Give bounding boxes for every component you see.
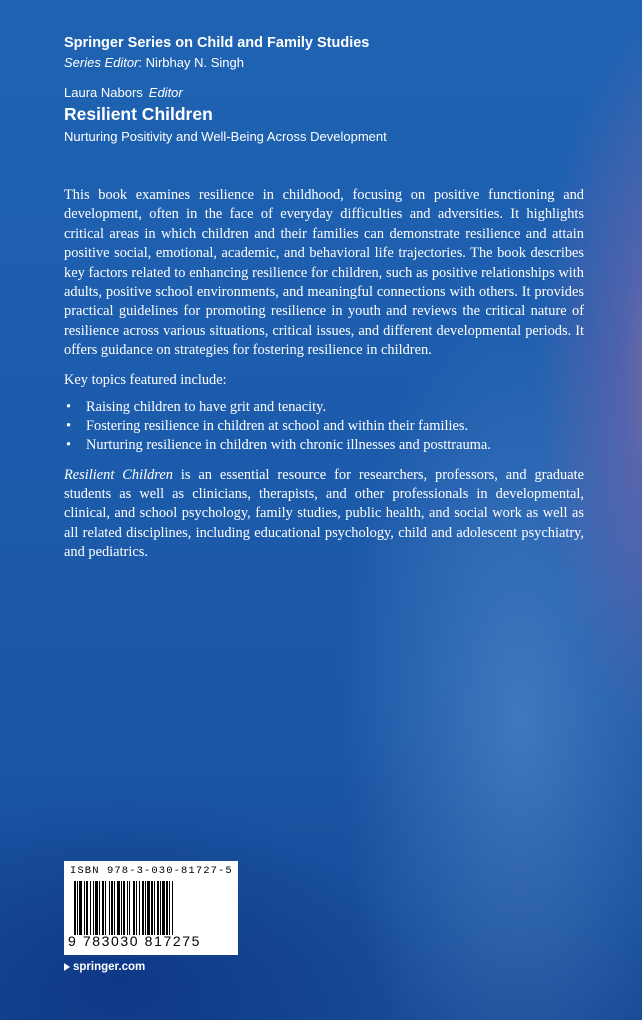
barcode-bar	[169, 881, 170, 935]
barcode-bar	[157, 881, 159, 935]
barcode-bar	[136, 881, 137, 935]
description-paragraph: This book examines resilience in childhood, focusing on positive functioning and development, often in the face of everyday difficulties and adversities. It highlights critical areas in which children and their families can demonstrate resilience and attain positive social, emotional, academic, and behavioral life trajectories. The book describes key factors related to enhancing resilience for children, such as positive relationships with adults, positive school environments, and meaningful connections with others. It provides practical guidelines for promoting resilience in youth and reviews the critical nature of resilience across various situations, critical issues, and different developmental periods. It offers guidance on strategies for fostering resilience in children.	[64, 187, 584, 359]
barcode-bar	[133, 881, 135, 935]
series-editor-name: Nirbhay N. Singh	[145, 55, 244, 70]
website-url: springer.com	[73, 961, 146, 973]
list-item	[64, 436, 584, 455]
barcode-bar	[172, 881, 173, 935]
barcode-bar	[93, 881, 94, 935]
bullet-icon: •	[66, 437, 72, 454]
barcode-bar	[166, 881, 168, 935]
series-editor-label: Series Editor	[64, 55, 139, 70]
barcode-bar	[121, 881, 122, 935]
barcode-bar	[154, 881, 155, 935]
barcode-bar	[74, 881, 76, 935]
barcode-bar	[84, 881, 85, 935]
barcode-bar	[109, 881, 110, 935]
book-description	[64, 186, 584, 563]
barcode-bar	[142, 881, 144, 935]
bullet-icon: •	[66, 399, 72, 416]
barcode-bar	[147, 881, 150, 935]
barcode-bar	[95, 881, 98, 935]
barcode-bar	[123, 881, 125, 935]
closing-paragraph	[64, 466, 584, 563]
barcode-bar	[127, 881, 128, 935]
book-editor	[64, 84, 387, 102]
barcode-bar	[79, 881, 82, 935]
barcode-bar	[139, 881, 140, 935]
barcode-bar	[77, 881, 78, 935]
bullet-icon: •	[66, 418, 72, 435]
book-editor-name: Laura Nabors	[64, 85, 143, 100]
barcode-bar	[105, 881, 106, 935]
series-editor-separator: :	[138, 55, 143, 70]
barcode-bar	[99, 881, 100, 935]
topic-text: Fostering resilience in children at school and within their families.	[86, 418, 469, 435]
barcode-bar	[162, 881, 165, 935]
barcode-bar	[151, 881, 153, 935]
barcode-bar	[90, 881, 91, 935]
key-topics-list	[64, 398, 584, 456]
barcode-digits: 9 783030 817275	[68, 933, 201, 949]
barcode-bar	[114, 881, 115, 935]
publisher-website	[64, 961, 145, 973]
barcode-bar	[117, 881, 120, 935]
topic-text: Nurturing resilience in children with chronic illnesses and posttrauma.	[86, 437, 491, 454]
key-topics-intro: Key topics featured include:	[64, 371, 227, 388]
arrow-right-icon	[64, 963, 70, 971]
series-editor	[64, 54, 387, 72]
book-subtitle: Nurturing Positivity and Well-Being Across Development	[64, 129, 387, 144]
barcode-bar	[160, 881, 161, 935]
series-title: Springer Series on Child and Family Studies	[64, 35, 370, 51]
barcode-bar	[111, 881, 113, 935]
list-item	[64, 417, 584, 436]
barcode-bar	[102, 881, 104, 935]
barcode-icon	[72, 881, 230, 935]
topic-text: Raising children to have grit and tenacity.	[86, 399, 327, 416]
cover-header	[64, 34, 387, 146]
barcode-bar	[86, 881, 88, 935]
book-editor-role: Editor	[148, 85, 183, 100]
list-item	[64, 398, 584, 417]
barcode-bar	[145, 881, 146, 935]
barcode-bar	[129, 881, 130, 935]
book-title: Resilient Children	[64, 104, 213, 124]
isbn-number: ISBN 978-3-030-81727-5	[70, 865, 233, 877]
closing-text: is an essential resource for researchers, professors, and graduate students as well as clinicians, therapists, and other professionals in developmental, clinical, and school psychology, family studies, public health, and social work as well as all related disciplines, including educational psychology, child and adolescent psychiatry, and pediatrics.	[64, 466, 585, 561]
isbn-barcode	[64, 861, 238, 955]
closing-book-title: Resilient Children	[64, 466, 173, 483]
